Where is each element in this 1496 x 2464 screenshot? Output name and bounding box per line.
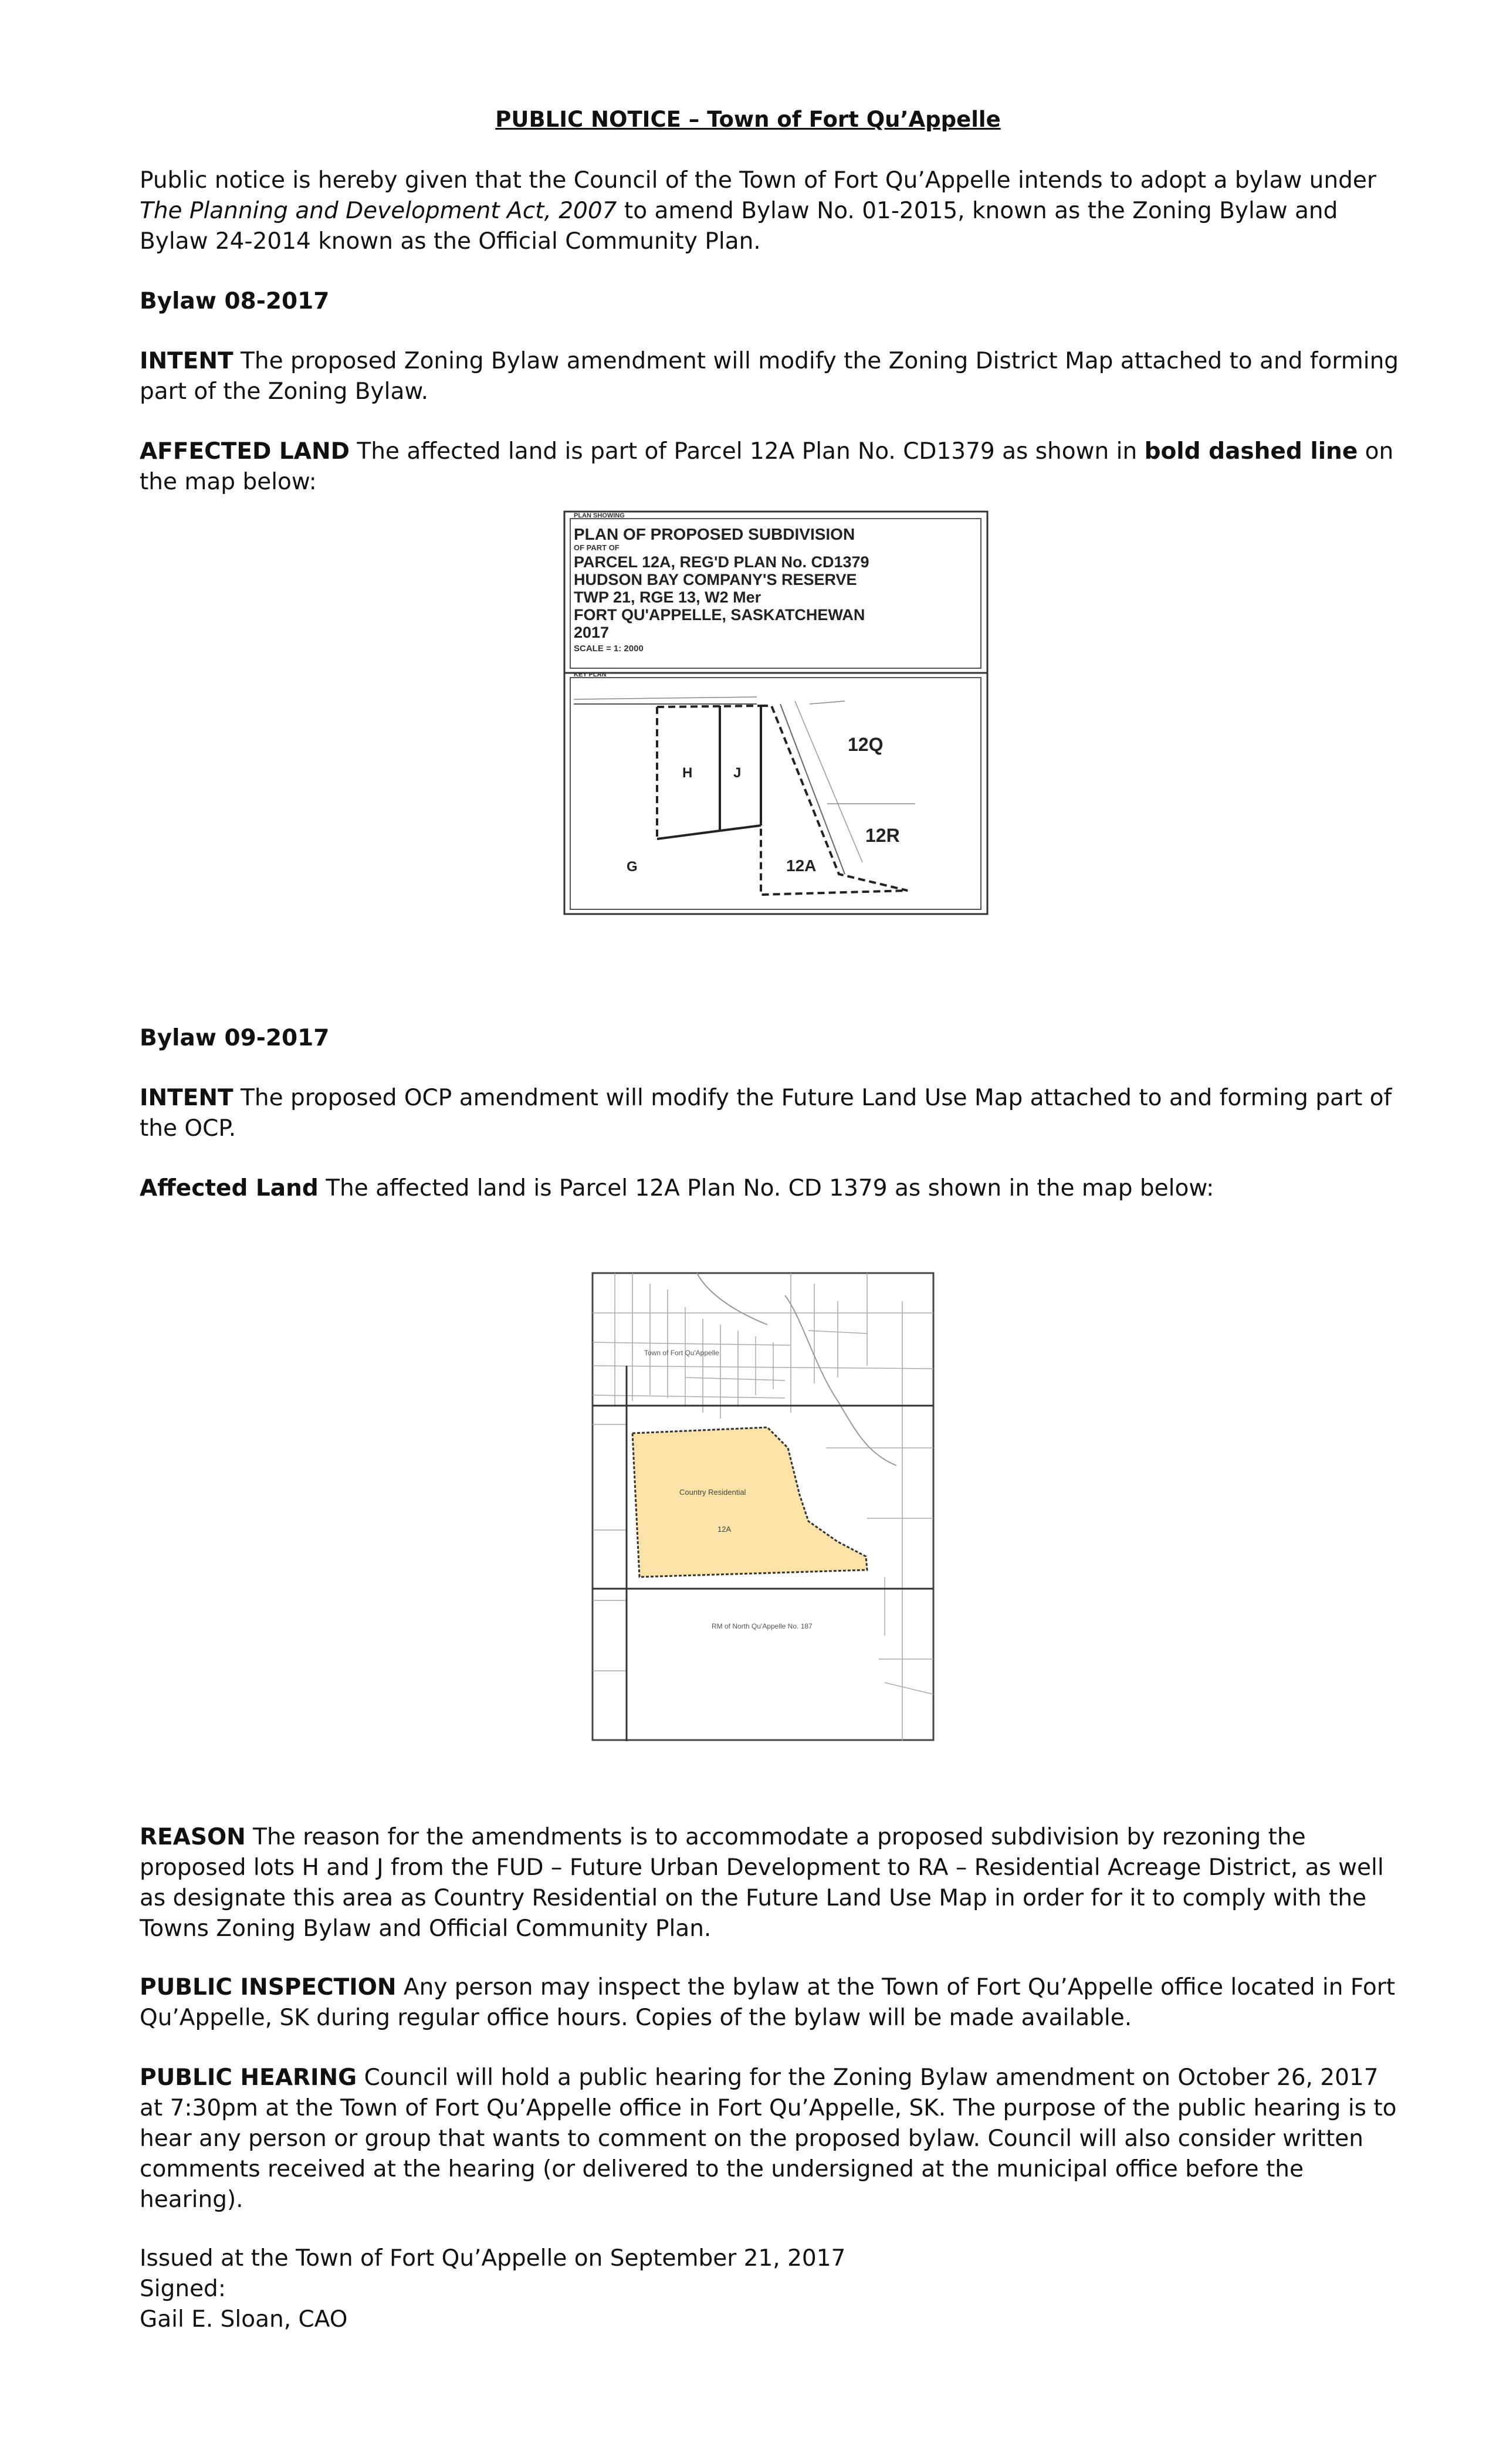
bylaw-09-affected-land xyxy=(140,1173,1401,1204)
town-label: Town of Fort Qu'Appelle xyxy=(644,1349,719,1357)
intent-text: The proposed Zoning Bylaw amendment will modify the Zoning District Map attached to and forming part of the Zoning Bylaw. xyxy=(140,348,1399,405)
affected-land-label: AFFECTED LAND xyxy=(140,438,350,465)
bylaw-08-heading: Bylaw 08-2017 xyxy=(140,288,330,314)
bylaw-09-intent xyxy=(140,1083,1401,1144)
affected-land-text-1: The affected land is part of Parcel 12A Plan No. CD1379 as shown in xyxy=(349,438,1145,465)
plan-line-4: FORT QU'APPELLE, SASKATCHEWAN xyxy=(574,606,865,624)
signed-line: Signed: xyxy=(140,2276,226,2302)
affected-land-label-2: Affected Land xyxy=(140,1175,319,1201)
plan-of-part-of: OF PART OF xyxy=(574,543,620,552)
page-title: PUBLIC NOTICE – Town of Fort Qu’Appelle xyxy=(495,107,1001,132)
lot-j-label: J xyxy=(733,765,742,781)
public-hearing-paragraph xyxy=(140,2063,1401,2215)
bylaw-08-affected-land xyxy=(140,436,1401,497)
bylaw-08-intent xyxy=(140,346,1401,407)
parcel-12a-map-label: 12A xyxy=(717,1525,732,1534)
reason-paragraph xyxy=(140,1822,1401,1944)
subdivision-plan xyxy=(563,510,989,915)
parcel-12a-label: 12A xyxy=(786,857,817,875)
public-hearing-text: Council will hold a public hearing for the Zoning Bylaw amendment on October 26, 2017 at 7:30pm at the Town of Fort Qu’Appelle office in Fort Qu’Appelle, SK. The purpose of the public hearing is to hear any person or group that wants to comment on the proposed bylaw. Council will also consider written comments received at the hearing (or delivered to the undersigned at the municipal office before the hearing). xyxy=(140,2064,1397,2213)
parcel-12r-label: 12R xyxy=(865,825,900,846)
act-name: The Planning and Development Act, 2007 xyxy=(140,198,617,224)
public-inspection-label: PUBLIC INSPECTION xyxy=(140,1974,397,2001)
signatory-name: Gail E. Sloan, CAO xyxy=(140,2306,348,2333)
parcel-12q-label: 12Q xyxy=(848,734,884,755)
intro-paragraph xyxy=(140,165,1401,257)
parcel-g-label: G xyxy=(627,859,638,875)
affected-land-text-3: The affected land is Parcel 12A Plan No. CD 1379 as shown in the map below: xyxy=(318,1175,1214,1201)
public-inspection-text: Any person may inspect the bylaw at the Town of Fort Qu’Appelle office located in Fort Qu’Appelle, SK during regular office hours. Copies of the bylaw will be made available. xyxy=(140,1974,1396,2031)
public-hearing-label: PUBLIC HEARING xyxy=(140,2064,357,2091)
plan-scale: SCALE = 1: 2000 xyxy=(574,644,644,654)
plan-heading: PLAN OF PROPOSED SUBDIVISION xyxy=(574,525,855,543)
public-inspection-paragraph xyxy=(140,1972,1401,2033)
future-land-use-map xyxy=(591,1272,935,1741)
plan-year: 2017 xyxy=(574,624,610,641)
intent-label-2: INTENT xyxy=(140,1085,233,1111)
bylaw-09-heading: Bylaw 09-2017 xyxy=(140,1025,330,1051)
affected-land-text-2: on the map below: xyxy=(140,438,1394,495)
key-plan-label: KEY PLAN xyxy=(574,671,607,678)
intro-text-2: to amend Bylaw No. 01-2015, known as the Zoning Bylaw and Bylaw 24-2014 known as the Official Community Plan. xyxy=(140,198,1338,255)
rm-label: RM of North Qu'Appelle No. 187 xyxy=(712,1622,813,1630)
lot-h-label: H xyxy=(682,765,693,781)
intent-text-2: The proposed OCP amendment will modify the Future Land Use Map attached to and forming part of the OCP. xyxy=(140,1085,1392,1142)
reason-label: REASON xyxy=(140,1824,246,1850)
country-residential-label: Country Residential xyxy=(679,1488,746,1497)
plan-line-3: TWP 21, RGE 13, W2 Mer xyxy=(574,588,761,606)
plan-line-2: HUDSON BAY COMPANY'S RESERVE xyxy=(574,571,857,588)
bold-dashed-line-phrase: bold dashed line xyxy=(1144,438,1358,465)
plan-line-1: PARCEL 12A, REG'D PLAN No. CD1379 xyxy=(574,553,869,571)
intent-label: INTENT xyxy=(140,348,233,374)
intro-text-1: Public notice is hereby given that the Council of the Town of Fort Qu’Appelle intends to adopt a bylaw under xyxy=(140,167,1376,194)
reason-text: The reason for the amendments is to accommodate a proposed subdivision by rezoning the proposed lots H and J from the FUD – Future Urban Development to RA – Residential Acreage District, as well as designate this area as Country Residential on the Future Land Use Map in order for it to comply with the Towns Zoning Bylaw and Official Community Plan. xyxy=(140,1824,1384,1942)
issued-line: Issued at the Town of Fort Qu’Appelle on September 21, 2017 xyxy=(140,2245,846,2272)
plan-showing-label: PLAN SHOWING xyxy=(574,512,625,519)
